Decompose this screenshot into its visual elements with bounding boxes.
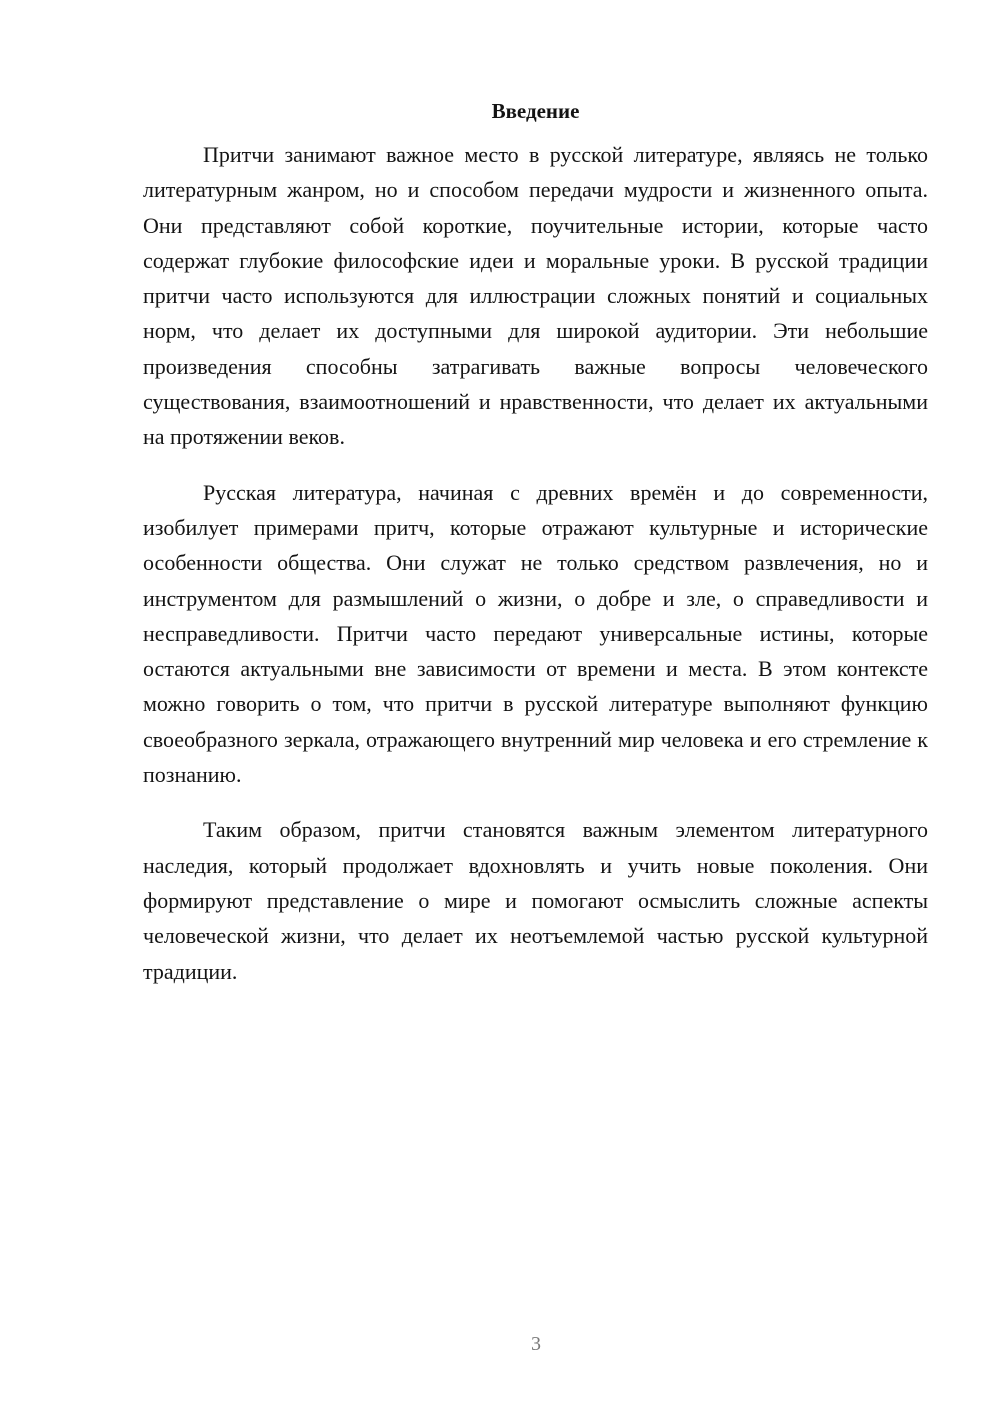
- paragraph-1: Притчи занимают важное место в русской литературе, являясь не только литературным жанром, но и способом передачи мудрости и жизненного опыта. Они представляют собой короткие, поучительные истории, которые часто содержат глубокие философские идеи и моральные уроки. В русской традиции притчи часто используются для иллюстрации сложных понятий и социальных норм, что делает их доступными для широкой аудитории. Эти небольшие произведения способны затрагивать важные вопросы человеческого существования, взаимоотношений и нравственности, что делает их актуальными на протяжении веков.: [143, 142, 928, 450]
- page-number: 3: [531, 1333, 541, 1355]
- paragraph-2: Русская литература, начиная с древних времён и до современности, изобилует примерами притч, которые отражают культурные и исторические особенности общества. Они служат не только средством развлечения, но и инструментом для размышлений о жизни, о добре и зле, о справедливости и несправедливости. Притчи часто передают универсальные истины, которые остаются актуальными вне зависимости от времени и места. В этом контексте можно говорить о том, что притчи в русской литературе выполняют функцию своеобразного зеркала, отражающего внутренний мир человека и его стремление к познанию.: [143, 479, 928, 788]
- paragraph-3: Таким образом, притчи становятся важным элементом литературного наследия, который продолжает вдохновлять и учить новые поколения. Они формируют представление о мире и помогают осмыслить сложные аспекты человеческой жизни, что делает их неотъемлемой частью русской культурной традиции.: [143, 817, 928, 984]
- document-body: [143, 96, 928, 989]
- section-title: Введение: [491, 99, 580, 123]
